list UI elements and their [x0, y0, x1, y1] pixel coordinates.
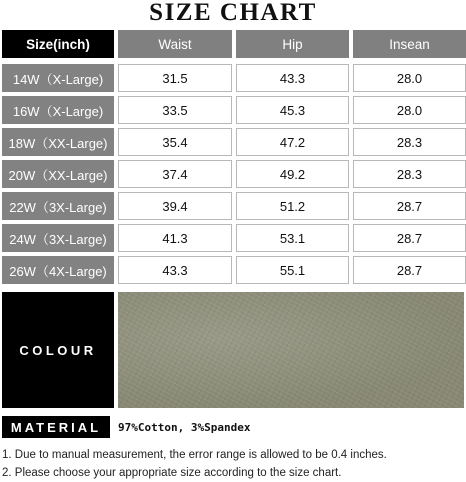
- row-waist-value: 41.3: [118, 224, 232, 252]
- fabric-colour-swatch: [118, 292, 464, 408]
- row-insean-value: 28.7: [353, 224, 466, 252]
- row-size-label: 26W（4X-Large): [2, 256, 114, 284]
- row-waist-value: 39.4: [118, 192, 232, 220]
- colour-label: COLOUR: [2, 292, 114, 408]
- header-waist: Waist: [118, 30, 232, 58]
- header-size: Size(inch): [2, 30, 114, 58]
- row-size-label: 14W（X-Large): [2, 64, 114, 92]
- row-hip-value: 49.2: [236, 160, 349, 188]
- header-hip: Hip: [236, 30, 349, 58]
- material-value: 97%Cotton, 3%Spandex: [118, 420, 251, 434]
- notes: [2, 446, 464, 482]
- row-size-label: 24W（3X-Large): [2, 224, 114, 252]
- row-hip-value: 55.1: [236, 256, 349, 284]
- row-insean-value: 28.3: [353, 160, 466, 188]
- row-hip-value: 45.3: [236, 96, 349, 124]
- row-waist-value: 35.4: [118, 128, 232, 156]
- page-title: SIZE CHART: [149, 0, 317, 26]
- note-measurement-error: 1. Due to manual measurement, the error range is allowed to be 0.4 inches.: [2, 449, 387, 461]
- row-insean-value: 28.7: [353, 192, 466, 220]
- row-waist-value: 37.4: [118, 160, 232, 188]
- row-waist-value: 43.3: [118, 256, 232, 284]
- row-size-label: 20W（XX-Large): [2, 160, 114, 188]
- row-waist-value: 33.5: [118, 96, 232, 124]
- row-insean-value: 28.0: [353, 96, 466, 124]
- row-insean-value: 28.0: [353, 64, 466, 92]
- material-label: MATERIAL: [2, 416, 110, 438]
- header-insean: Insean: [353, 30, 466, 58]
- size-chart-table: [2, 30, 466, 288]
- row-insean-value: 28.3: [353, 128, 466, 156]
- row-hip-value: 51.2: [236, 192, 349, 220]
- row-hip-value: 43.3: [236, 64, 349, 92]
- row-insean-value: 28.7: [353, 256, 466, 284]
- note-size-advice: 2. Please choose your appropriate size according to the size chart.: [2, 467, 342, 479]
- row-hip-value: 53.1: [236, 224, 349, 252]
- row-hip-value: 47.2: [236, 128, 349, 156]
- row-size-label: 18W（XX-Large): [2, 128, 114, 156]
- row-size-label: 16W（X-Large): [2, 96, 114, 124]
- row-waist-value: 31.5: [118, 64, 232, 92]
- row-size-label: 22W（3X-Large): [2, 192, 114, 220]
